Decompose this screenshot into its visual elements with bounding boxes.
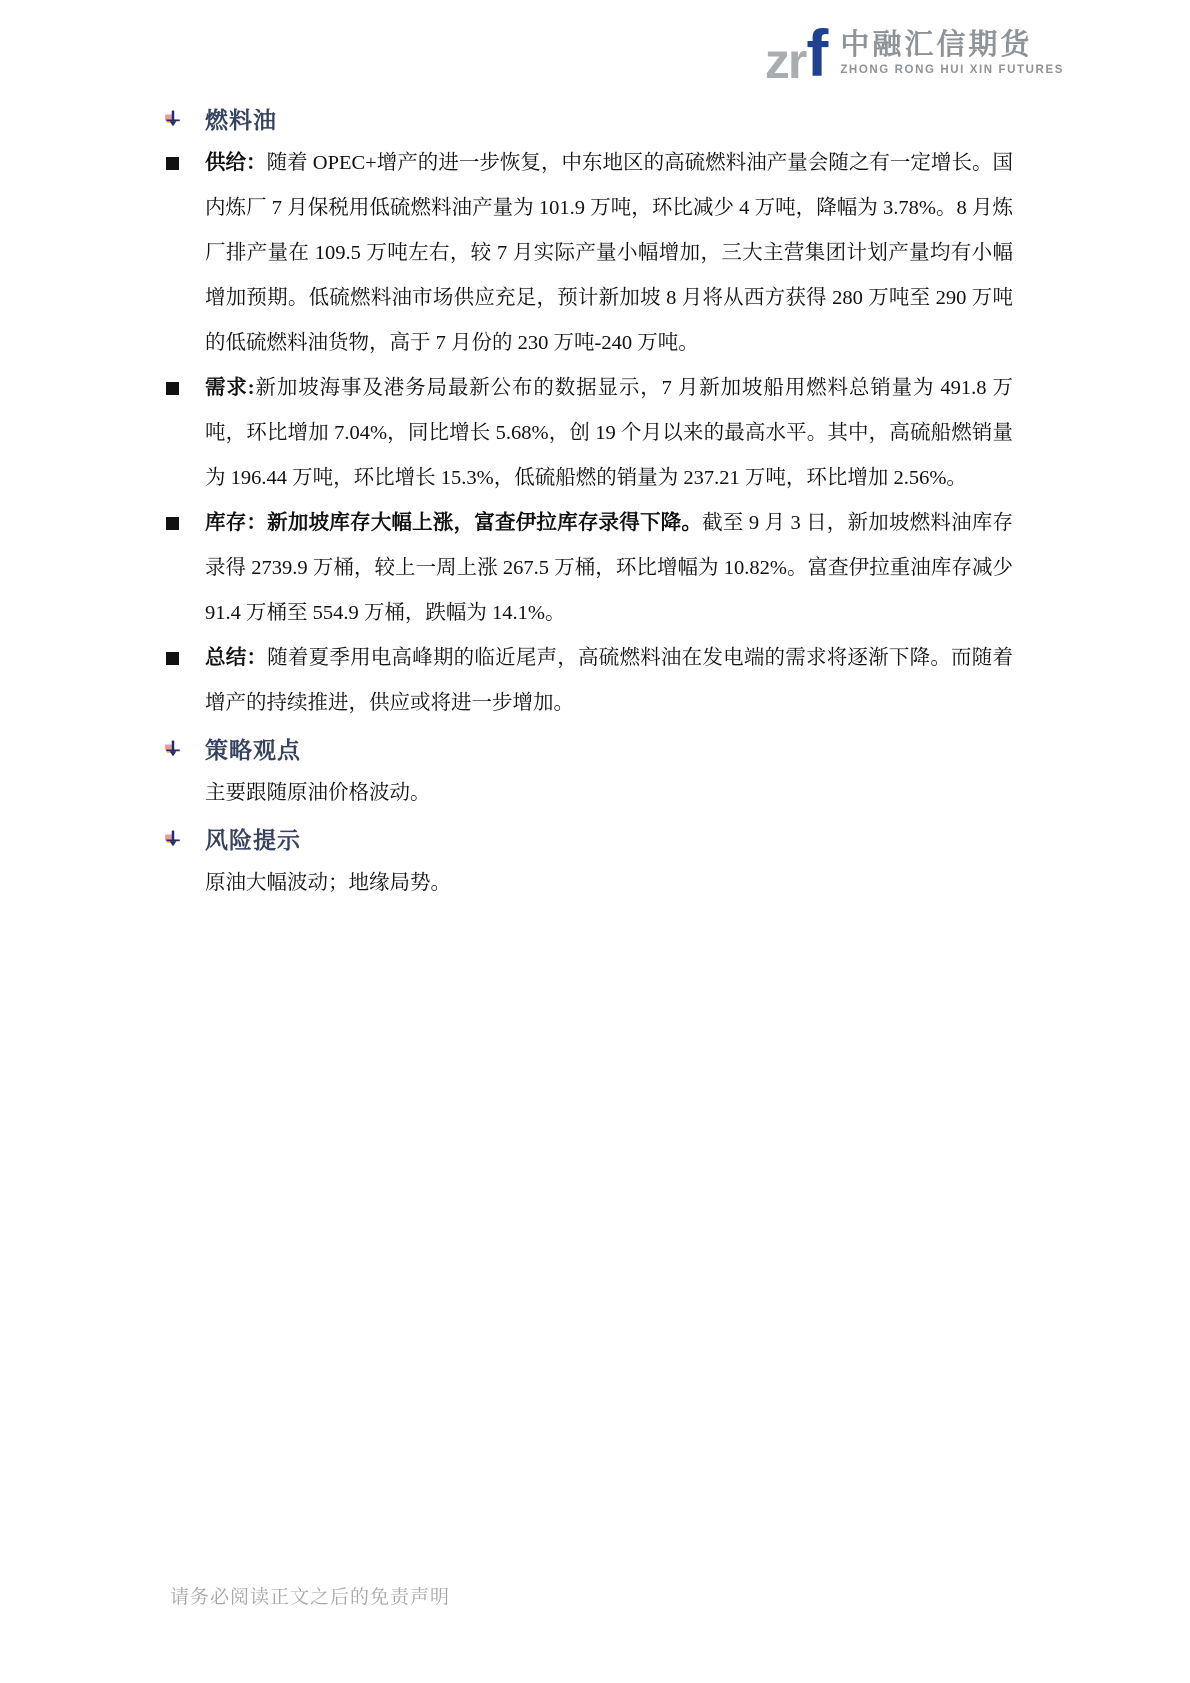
demand-label: 需求:	[205, 377, 255, 399]
risk-text: 原油大幅波动；地缘局势。	[205, 872, 451, 894]
pin-bullet-icon	[164, 740, 205, 758]
section-title-strategy: 策略观点	[205, 738, 301, 763]
company-logo	[764, 16, 1064, 90]
strategy-text: 主要跟随原油价格波动。	[205, 782, 431, 804]
logo-letter-f: f	[806, 16, 827, 90]
section-fuel-oil-heading	[164, 96, 1013, 141]
inventory-label: 库存：	[205, 512, 268, 534]
demand-paragraph	[205, 366, 1013, 501]
section-title-risk: 风险提示	[205, 828, 301, 853]
square-bullet-icon	[164, 366, 205, 501]
supply-text: 随着 OPEC+增产的进一步恢复，中东地区的高硫燃料油产量会随之有一定增长。国内炼厂 7 月保税用低硫燃料油产量为 101.9 万吨，环比减少 4 万吨，降幅为 3.78%。8 月炼厂排产量在 109.5 万吨左右，较 7 月实际产量小幅增加，三大主营集团计划产量均有小幅增加预期。低硫燃料油市场供应充足，预计新加坡 8 月将从西方获得 280 万吨至 290 万吨的低硫燃料油货物，高于 7 月份的 230 万吨-240 万吨。	[205, 152, 1013, 354]
section-strategy-heading	[164, 726, 1013, 771]
logo-zrf-mark	[764, 16, 827, 90]
section-risk-heading	[164, 816, 1013, 861]
list-item-summary	[164, 636, 1013, 726]
supply-paragraph	[205, 141, 1013, 366]
pin-bullet-icon	[164, 110, 205, 128]
summary-text: 随着夏季用电高峰期的临近尾声，高硫燃料油在发电端的需求将逐渐下降。而随着增产的持续推进，供应或将进一步增加。	[205, 647, 1013, 714]
list-item-demand	[164, 366, 1013, 501]
summary-paragraph	[205, 636, 1013, 726]
company-name-cn: 中融汇信期货	[840, 28, 1033, 61]
square-bullet-icon	[164, 636, 205, 726]
inventory-text: 截至 9 月 3 日，新加坡燃料油库存录得 2739.9 万桶，较上一周上涨 267.5 万桶，环比增幅为 10.82%。富查伊拉重油库存减少 91.4 万桶至 554.9 万桶，跌幅为 14.1%。	[205, 512, 1014, 624]
supply-label: 供给：	[205, 152, 267, 174]
inventory-paragraph	[205, 501, 1013, 636]
company-name-en: ZHONG RONG HUI XIN FUTURES	[840, 64, 1064, 77]
square-bullet-icon	[164, 501, 205, 636]
demand-text: 新加坡海事及港务局最新公布的数据显示，7 月新加坡船用燃料总销量为 491.8 万吨，环比增加 7.04%，同比增长 5.68%，创 19 个月以来的最高水平。其中，高硫船燃销量为 196.44 万吨，环比增长 15.3%，低硫船燃的销量为 237.21 万吨，环比增加 2.56%。	[205, 377, 1014, 489]
logo-letters-zr: zr	[764, 33, 806, 89]
summary-label: 总结：	[205, 647, 268, 669]
inventory-bold-run: 新加坡库存大幅上涨，富查伊拉库存录得下降。	[267, 512, 703, 534]
square-bullet-icon	[164, 141, 205, 366]
list-item-supply	[164, 141, 1013, 366]
section-title-fuel-oil: 燃料油	[205, 108, 277, 133]
list-item-inventory	[164, 501, 1013, 636]
footer-disclaimer: 请务必阅读正文之后的免责声明	[170, 1587, 451, 1608]
report-body	[164, 96, 1013, 906]
pin-bullet-icon	[164, 830, 205, 848]
logo-text	[840, 30, 1064, 77]
